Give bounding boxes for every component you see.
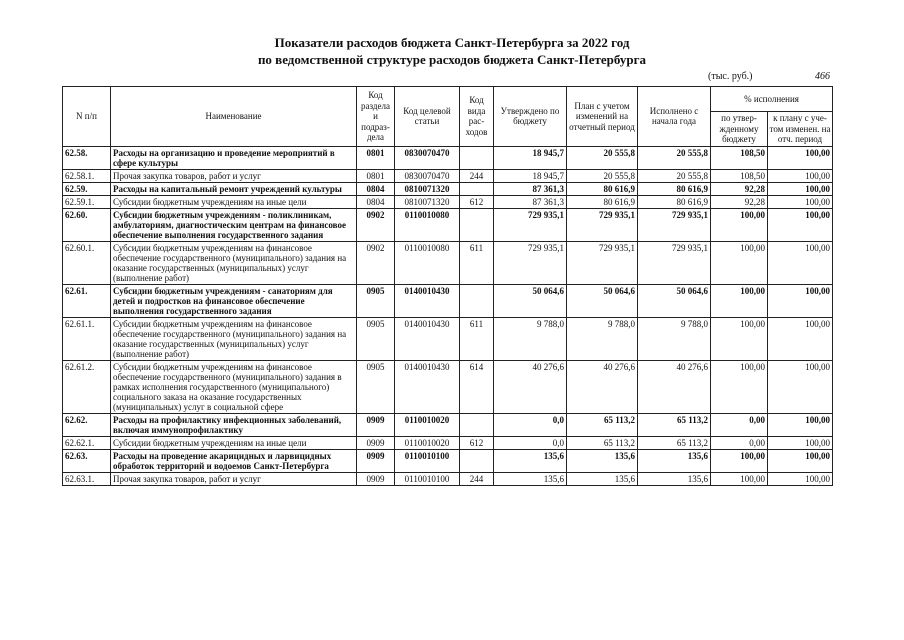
cell-approved: 18 945,7: [494, 169, 567, 182]
header-pct-budget: по утвер-жденному бюджету: [711, 112, 768, 147]
cell-approved: 40 276,6: [494, 360, 567, 413]
cell-type-code: [460, 284, 494, 317]
header-approved: Утверждено по бюджету: [494, 87, 567, 147]
cell-plan: 65 113,2: [567, 436, 638, 449]
cell-pct-plan: 100,00: [768, 449, 833, 472]
cell-pct-plan: 100,00: [768, 146, 833, 169]
cell-type-code: 612: [460, 195, 494, 208]
cell-name: Прочая закупка товаров, работ и услуг: [111, 472, 357, 485]
table-row: [63, 436, 833, 449]
table-row: [63, 360, 833, 413]
cell-target-code: 0810071320: [395, 182, 460, 195]
cell-num: 62.58.1.: [63, 169, 111, 182]
cell-pct-budget: 100,00: [711, 472, 768, 485]
cell-plan: 80 616,9: [567, 182, 638, 195]
cell-section-code: 0909: [357, 436, 395, 449]
header-type-code: Код вида рас-ходов: [460, 87, 494, 147]
cell-pct-plan: 100,00: [768, 169, 833, 182]
cell-name: Субсидии бюджетным учреждениям на финансовое обеспечение государственного (муниципального) задания в рамках исполнения государственного (муниципального) социального заказа на оказание государственных (муниципальных) услуг в социальной сфере: [111, 360, 357, 413]
table-row: [63, 284, 833, 317]
cell-target-code: 0810071320: [395, 195, 460, 208]
cell-target-code: 0140010430: [395, 360, 460, 413]
cell-pct-plan: 100,00: [768, 472, 833, 485]
header-executed: Исполнено с начала года: [638, 87, 711, 147]
cell-plan: 50 064,6: [567, 284, 638, 317]
cell-pct-budget: 108,50: [711, 146, 768, 169]
cell-pct-plan: 100,00: [768, 182, 833, 195]
cell-pct-budget: 0,00: [711, 436, 768, 449]
cell-name: Субсидии бюджетным учреждениям - санаториям для детей и подростков на финансовое обеспечение выполнения государственного задания: [111, 284, 357, 317]
cell-pct-plan: 100,00: [768, 413, 833, 436]
page-number: 466: [815, 71, 830, 82]
cell-pct-plan: 100,00: [768, 284, 833, 317]
cell-section-code: 0909: [357, 472, 395, 485]
cell-executed: 9 788,0: [638, 317, 711, 360]
cell-type-code: 244: [460, 472, 494, 485]
cell-pct-plan: 100,00: [768, 208, 833, 241]
cell-target-code: 0830070470: [395, 146, 460, 169]
cell-section-code: 0905: [357, 360, 395, 413]
header-pct-plan: к плану с уче-том изменен. на отч. период: [768, 112, 833, 147]
cell-num: 62.59.1.: [63, 195, 111, 208]
cell-plan: 135,6: [567, 449, 638, 472]
cell-executed: 80 616,9: [638, 195, 711, 208]
cell-num: 62.62.1.: [63, 436, 111, 449]
cell-type-code: 614: [460, 360, 494, 413]
table-row: [63, 182, 833, 195]
cell-plan: 135,6: [567, 472, 638, 485]
header-num: N п/п: [63, 87, 111, 147]
header-pct-group: % исполнения: [711, 87, 833, 112]
cell-executed: 20 555,8: [638, 169, 711, 182]
cell-name: Субсидии бюджетным учреждениям на иные цели: [111, 436, 357, 449]
table-row: [63, 146, 833, 169]
cell-executed: 135,6: [638, 449, 711, 472]
cell-num: 62.63.: [63, 449, 111, 472]
cell-executed: 729 935,1: [638, 208, 711, 241]
cell-plan: 20 555,8: [567, 146, 638, 169]
cell-approved: 50 064,6: [494, 284, 567, 317]
cell-section-code: 0801: [357, 169, 395, 182]
cell-approved: 9 788,0: [494, 317, 567, 360]
cell-section-code: 0804: [357, 182, 395, 195]
cell-target-code: 0110010100: [395, 449, 460, 472]
cell-num: 62.62.: [63, 413, 111, 436]
cell-section-code: 0801: [357, 146, 395, 169]
cell-executed: 80 616,9: [638, 182, 711, 195]
cell-pct-plan: 100,00: [768, 360, 833, 413]
cell-plan: 80 616,9: [567, 195, 638, 208]
cell-name: Субсидии бюджетным учреждениям - поликлиникам, амбулаториям, диагностическим центрам на финансовое обеспечение выполнения государственного задания: [111, 208, 357, 241]
cell-num: 62.63.1.: [63, 472, 111, 485]
cell-pct-budget: 0,00: [711, 413, 768, 436]
cell-plan: 729 935,1: [567, 208, 638, 241]
cell-type-code: [460, 182, 494, 195]
cell-name: Расходы на проведение акарицидных и ларвицидных обработок территорий и водоемов Санкт-Петербурга: [111, 449, 357, 472]
cell-plan: 40 276,6: [567, 360, 638, 413]
cell-section-code: 0909: [357, 413, 395, 436]
cell-section-code: 0902: [357, 241, 395, 284]
cell-pct-budget: 100,00: [711, 208, 768, 241]
cell-name: Расходы на профилактику инфекционных заболеваний, включая иммунопрофилактику: [111, 413, 357, 436]
cell-plan: 729 935,1: [567, 241, 638, 284]
table-row: [63, 241, 833, 284]
cell-pct-budget: 100,00: [711, 317, 768, 360]
cell-num: 62.61.2.: [63, 360, 111, 413]
cell-target-code: 0140010430: [395, 284, 460, 317]
cell-approved: 87 361,3: [494, 182, 567, 195]
table-row: [63, 208, 833, 241]
cell-type-code: 611: [460, 317, 494, 360]
cell-section-code: 0804: [357, 195, 395, 208]
cell-executed: 50 064,6: [638, 284, 711, 317]
units-label: (тыс. руб.): [708, 71, 753, 82]
cell-pct-plan: 100,00: [768, 317, 833, 360]
cell-pct-budget: 100,00: [711, 284, 768, 317]
cell-target-code: 0110010100: [395, 472, 460, 485]
cell-approved: 18 945,7: [494, 146, 567, 169]
table-row: [63, 317, 833, 360]
cell-executed: 135,6: [638, 472, 711, 485]
cell-target-code: 0830070470: [395, 169, 460, 182]
cell-section-code: 0902: [357, 208, 395, 241]
cell-type-code: [460, 413, 494, 436]
cell-num: 62.58.: [63, 146, 111, 169]
cell-target-code: 0110010080: [395, 208, 460, 241]
cell-approved: 135,6: [494, 449, 567, 472]
cell-approved: 135,6: [494, 472, 567, 485]
cell-name: Субсидии бюджетным учреждениям на финансовое обеспечение государственного (муниципального) задания на оказание государственных (муниципальных) услуг (выполнение работ): [111, 317, 357, 360]
cell-type-code: [460, 449, 494, 472]
cell-approved: 0,0: [494, 413, 567, 436]
cell-section-code: 0905: [357, 284, 395, 317]
cell-pct-plan: 100,00: [768, 241, 833, 284]
cell-pct-plan: 100,00: [768, 436, 833, 449]
cell-type-code: 612: [460, 436, 494, 449]
cell-num: 62.60.1.: [63, 241, 111, 284]
cell-target-code: 0110010080: [395, 241, 460, 284]
cell-pct-budget: 100,00: [711, 241, 768, 284]
header-target-code: Код целевой статьи: [395, 87, 460, 147]
cell-plan: 20 555,8: [567, 169, 638, 182]
cell-plan: 9 788,0: [567, 317, 638, 360]
cell-type-code: 244: [460, 169, 494, 182]
table-row: [63, 169, 833, 182]
cell-num: 62.61.1.: [63, 317, 111, 360]
cell-target-code: 0110010020: [395, 413, 460, 436]
cell-section-code: 0905: [357, 317, 395, 360]
table-row: [63, 195, 833, 208]
table-body: [63, 146, 833, 485]
cell-target-code: 0110010020: [395, 436, 460, 449]
cell-approved: 729 935,1: [494, 241, 567, 284]
cell-num: 62.59.: [63, 182, 111, 195]
cell-executed: 65 113,2: [638, 436, 711, 449]
cell-approved: 729 935,1: [494, 208, 567, 241]
cell-executed: 20 555,8: [638, 146, 711, 169]
table-row: [63, 449, 833, 472]
cell-executed: 65 113,2: [638, 413, 711, 436]
cell-num: 62.60.: [63, 208, 111, 241]
cell-type-code: [460, 146, 494, 169]
cell-approved: 87 361,3: [494, 195, 567, 208]
document-title-line1: Показатели расходов бюджета Санкт-Петербурга за 2022 год: [274, 35, 630, 50]
budget-table: [62, 86, 833, 486]
cell-pct-budget: 100,00: [711, 449, 768, 472]
header-section-code: Код раздела и подраз-дела: [357, 87, 395, 147]
cell-name: Расходы на организацию и проведение мероприятий в сфере культуры: [111, 146, 357, 169]
cell-name: Субсидии бюджетным учреждениям на иные цели: [111, 195, 357, 208]
cell-pct-budget: 92,28: [711, 182, 768, 195]
cell-num: 62.61.: [63, 284, 111, 317]
cell-name: Прочая закупка товаров, работ и услуг: [111, 169, 357, 182]
cell-type-code: [460, 208, 494, 241]
cell-name: Субсидии бюджетным учреждениям на финансовое обеспечение государственного (муниципального) задания на оказание государственных (муниципальных) услуг (выполнение работ): [111, 241, 357, 284]
cell-pct-budget: 108,50: [711, 169, 768, 182]
cell-approved: 0,0: [494, 436, 567, 449]
table-row: [63, 413, 833, 436]
cell-name: Расходы на капитальный ремонт учреждений культуры: [111, 182, 357, 195]
cell-type-code: 611: [460, 241, 494, 284]
header-plan: План с учетом изменений на отчетный период: [567, 87, 638, 147]
cell-pct-budget: 92,28: [711, 195, 768, 208]
cell-executed: 40 276,6: [638, 360, 711, 413]
cell-target-code: 0140010430: [395, 317, 460, 360]
cell-executed: 729 935,1: [638, 241, 711, 284]
cell-section-code: 0909: [357, 449, 395, 472]
cell-pct-budget: 100,00: [711, 360, 768, 413]
cell-plan: 65 113,2: [567, 413, 638, 436]
document-title-line2: по ведомственной структуре расходов бюджета Санкт-Петербурга: [257, 52, 647, 67]
header-name: Наименование: [111, 87, 357, 147]
cell-pct-plan: 100,00: [768, 195, 833, 208]
table-row: [63, 472, 833, 485]
